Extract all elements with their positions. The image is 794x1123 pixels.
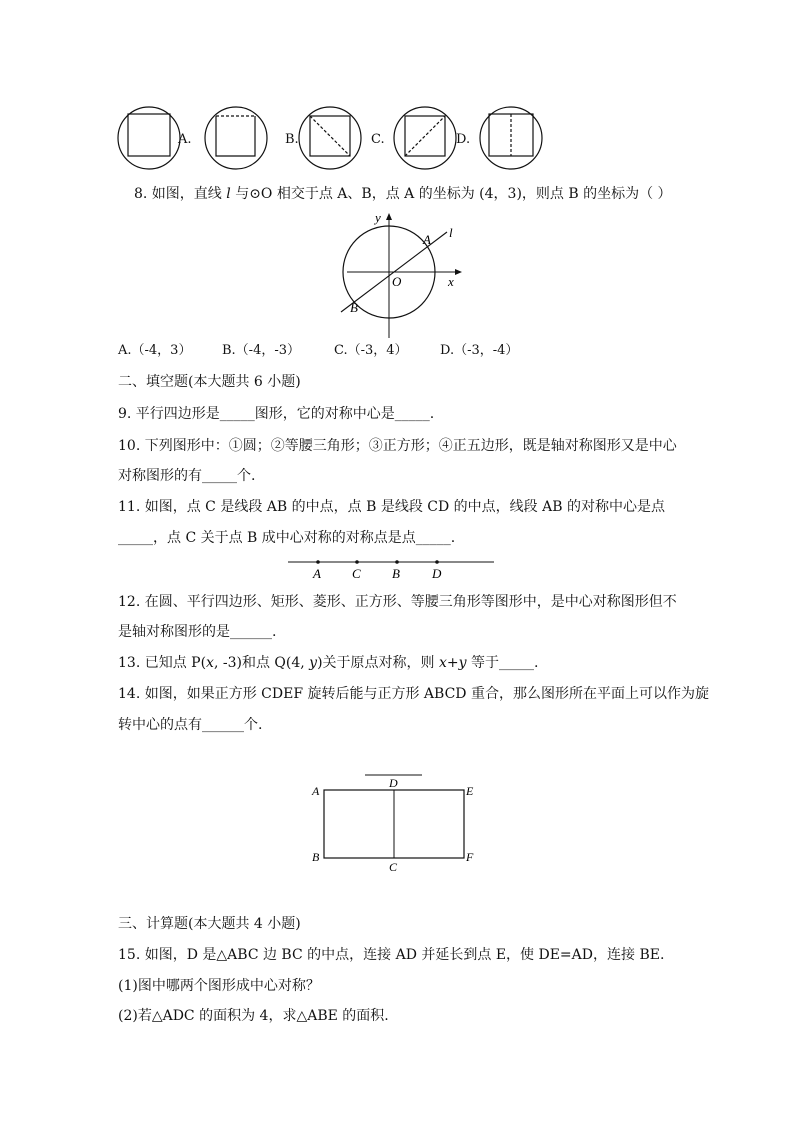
q10-line-1: 10. 下列图形中：①圆；②等腰三角形；③正方形；④正五边形，既是轴对称图形又是中心	[118, 438, 677, 454]
q7-figure-2	[205, 107, 267, 169]
q8-figure	[335, 210, 475, 342]
q7-option-d: D.	[456, 132, 471, 147]
q8-y-arrow	[386, 213, 392, 220]
q8-label-b: B	[350, 300, 358, 315]
q14-label-f: F	[466, 850, 474, 864]
q13-text	[118, 653, 538, 673]
q8-question	[134, 184, 672, 204]
q10-line-2: 对称图形的有_____个.	[118, 468, 256, 484]
q8-label-l: l	[449, 225, 453, 240]
q7-option-a: A.	[178, 132, 192, 147]
q8-label-o: O	[392, 274, 402, 289]
q11-label-b: B	[392, 566, 400, 581]
q13-part-4: 等于_____.	[466, 655, 539, 671]
q15-line-2: (1)图中哪两个图形成中心对称？	[118, 978, 320, 994]
q8-x-arrow	[455, 269, 462, 275]
q8-label-y: y	[375, 210, 381, 225]
q8-choice-a: A.（-4，3）	[118, 343, 192, 358]
q11-label-c: C	[352, 566, 361, 581]
q15-line-1: 15. 如图，D 是△ABC 边 BC 的中点，连接 AD 并延长到点 E，使 DE=AD，连接 BE.	[118, 947, 665, 963]
q8-choice-c: C.（-3，4）	[334, 343, 408, 358]
q13-part-2: , -3)和点 Q(4,	[213, 655, 310, 671]
q7-option-c: C.	[371, 132, 385, 147]
q14-label-a: A	[312, 784, 320, 798]
q11-point-c	[355, 560, 359, 564]
q14-line-1: 14. 如图，如果正方形 CDEF 旋转后能与正方形 ABCD 重合，那么图形所在平面上可以作为旋	[118, 686, 709, 702]
q13-var-y: y	[309, 655, 318, 671]
q11-segment-figure	[288, 556, 496, 582]
q15-line-3: (2)若△ADC 的面积为 4，求△ABE 的面积.	[118, 1008, 389, 1024]
q14-label-b: B	[312, 850, 320, 864]
q8-choice-d: D.（-3，-4）	[440, 343, 519, 358]
q8-text-before: 8. 如图，直线	[134, 186, 227, 202]
q13-expr-xy: x+y	[439, 655, 467, 671]
q13-var-x: x	[206, 655, 214, 671]
q7-figure-4	[394, 107, 456, 169]
q13-part-1: 13. 已知点 P(	[118, 655, 207, 671]
q8-choice-b: B.（-4，-3）	[222, 343, 301, 358]
q11-point-b	[395, 560, 399, 564]
q11-label-a: A	[313, 566, 321, 581]
q7-option-b: B.	[285, 132, 299, 147]
q8-line-name: l	[226, 186, 231, 202]
q9-text: 9. 平行四边形是_____图形，它的对称中心是_____.	[118, 406, 435, 422]
q11-line-2: _____，点 C 关于点 B 成中心对称的对称点是点_____.	[118, 530, 456, 546]
q7-figure-1	[118, 107, 180, 169]
q11-point-d	[435, 560, 439, 564]
q14-label-c: C	[389, 860, 398, 874]
section-3-heading: 三、计算题(本大题共 4 小题)	[118, 916, 301, 932]
q11-point-a	[316, 560, 320, 564]
q11-line-1: 11. 如图，点 C 是线段 AB 的中点，点 B 是线段 CD 的中点，线段 AB 的对称中心是点	[118, 499, 665, 515]
q8-label-a: A	[423, 232, 431, 247]
q8-label-x: x	[448, 274, 454, 289]
q13-part-3: )关于原点对称，则	[317, 655, 439, 671]
q12-line-2: 是轴对称图形的是______.	[118, 624, 277, 640]
q12-line-1: 12. 在圆、平行四边形、矩形、菱形、正方形、等腰三角形等图形中，是中心对称图形但不	[118, 594, 677, 610]
q14-label-d: D	[389, 776, 398, 790]
section-2-heading: 二、填空题(本大题共 6 小题)	[118, 374, 301, 390]
q14-squares-figure	[308, 766, 478, 878]
q8-text-mid: 与⊙O 相交于点 A、B，点 A 的坐标为 (4，3)，则点 B 的坐标为（ ）	[230, 186, 672, 202]
q14-line-2: 转中心的点有______个.	[118, 717, 263, 733]
q11-label-d: D	[432, 566, 442, 581]
q7-figure-3	[299, 107, 361, 169]
q7-figure-5	[480, 107, 542, 169]
q14-label-e: E	[466, 784, 474, 798]
